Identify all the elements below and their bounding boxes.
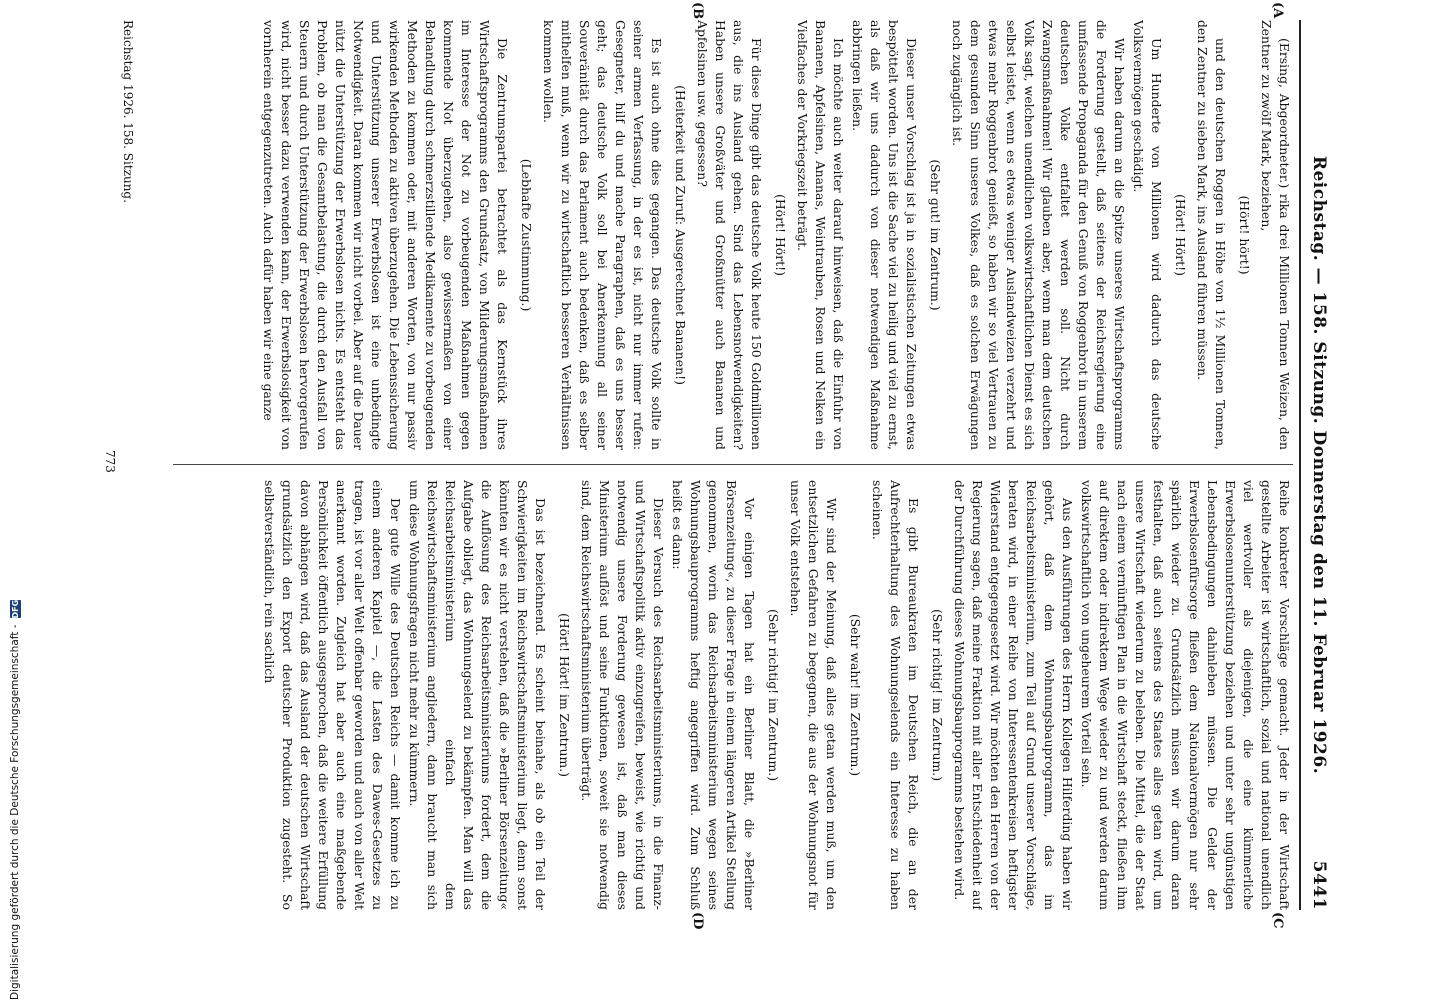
- digitization-credit-text: Digitalisierung gefördert durch die Deutsche Forschungsgemeinschaft -: [9, 624, 21, 1000]
- paragraph: (Ersing, Abgeordneter.) rika drei Millionen Tonnen Weizen, den Zentner zu zwölf Mark, beziehen,: [1259, 20, 1292, 450]
- header-rule: [1299, 20, 1301, 910]
- margin-mark-c: (C: [1270, 912, 1285, 929]
- left-column: [143, 20, 1293, 450]
- margin-mark-a: (A: [1270, 2, 1285, 19]
- right-column: [143, 480, 1293, 910]
- paragraph: Um Hunderte von Millionen wird dadurch das deutsche Volksvermögen geschädigt.: [1131, 20, 1164, 450]
- header-title: Reichstag. — 158. Sitzung. Donnerstag den 11. Februar 1926.: [1309, 155, 1329, 775]
- footer-session: Reichstag 1926. 158. Sitzung.: [121, 20, 135, 203]
- paragraph: Die Zentrumspartei betrachtet als das Kernstück ihres Wirtschaftsprogramms den Grundsatz, von Milderungsmaßnahmen im Interesse der Not zu vorbeugenden Maßnahmen gegen kommende Not überzugehen, also gewissermaßen von einer Behandlung durch schmerzstillende Medikamente zu vorbeugenden Methoden zu kommen oder, mit anderen Worten, von nur passiv wirkenden Methoden zu aktiven überzugehen. Die Lebenssicherung und Unterstützung unserer Erwerbslosen ist eine unbedingte Notwendigkeit. Daran kommen wir nicht vorbei. Aber auf die Dauer nützt die Unterstützung der Erwerbslosen nichts. Es entsteht das Problem, ob man die Gesamtbelastung, die durch den Ausfall von Steuern und durch Unterstützung der Erwerbslosen hervorgerufen wird, nicht besser dazu verwenden kann, der Erwerbslosigkeit von vornherein entgegenzutreten. Auch dafür haben wir eine ganze: [261, 20, 510, 450]
- interjection: (Sehr richtig! im Zentrum.): [766, 608, 781, 782]
- interjection: (Sehr wahr! im Zentrum.): [848, 613, 863, 777]
- margin-mark-d: (D: [690, 912, 705, 930]
- paragraph: Aus den Ausführungen des Herrn Kollegen Hilferding haben wir gehört, daß dem Wohnungsbauprogramm, das im Reichsarbeitsministerium, zum Teil auf Grund unserer Vorschläge, beraten wird, in einer Reihe von Interessentenkreisen heftigster Widerstand entgegengesetzt wird. Wir möchten den Herren von der Regierung sagen, daß meine Fraktion mit aller Entschiedenheit auf der Durchführung dieses Wohnungsbauprogramms bestehen wird.: [952, 480, 1075, 910]
- margin-mark-b: (B: [690, 2, 705, 20]
- interjection: (Hört! Hört!): [1173, 194, 1188, 276]
- footer-page-number: 773: [103, 450, 117, 473]
- paragraph: Wir haben darum an die Spitze unseres Wirtschaftsprogramms die Forderung gestellt, daß seitens der Reichsregierung eine umfassende Propaganda für den Genuß von Roggenbrot in unserem deutschen Volke entfaltet werden soll. Nicht durch Zwangsmaßnahmen! Wir glauben aber, wenn man dem deutschen Volk sagt, welchen unendlichen volkswirtschaftlichen Dienst es sich selbst leistet, wenn es etwas weniger Auslandweizen verzehrt und etwas mehr Roggenbrot genießt, so haben wir so viel Vertrauen zu dem gesunden Sinn unseres Volkes, daß es solchen Erwägungen noch zugänglich ist.: [950, 20, 1127, 450]
- header-page-number: 5441: [1309, 860, 1329, 910]
- page-header: [1303, 20, 1329, 910]
- paragraph: Vor einigen Tagen hat ein Berliner Blatt, die »Berliner Börsenzeitung«, zu dieser Frage in einem längeren Artikel Stellung genommen, worin das Reichsarbeitsministerium wegen seines Wohnungsbauprogramms heftig angegriffen wird. Zum Schluß heißt es dann:: [670, 480, 757, 910]
- interjection: (Lebhafte Zustimmung.): [519, 158, 534, 312]
- scanned-page: [85, 0, 1345, 930]
- interjection: (Sehr gut! im Zentrum.): [928, 159, 943, 311]
- interjection: (Hört! hört!): [1237, 195, 1252, 275]
- paragraph: Dieser unser Vorschlag ist ja in sozialistischen Zeitungen etwas bespöttelt worden. Uns ist die Sache viel zu heilig und viel zu ernst, als daß wir uns dadurch von dieser notwendigen Maßnahme abbringen ließen.: [850, 20, 919, 450]
- paragraph: Dieser Versuch des Reichsarbeitsministeriums, in die Finanz- und Wirtschaftspolitik aktiv einzugreifen, beweist, wie richtig und notwendig unsere Forderung gewesen ist, daß man dieses Ministerium auflöst und seine Funktionen, soweit sie notwendig sind, dem Reichswirtschaftsministerium überträgt.: [579, 480, 666, 910]
- paragraph: und den deutschen Roggen in Höhe von 1½ Millionen Tonnen, den Zentner zu sieben Mark, ins Ausland führen müssen.: [1195, 20, 1228, 450]
- paragraph: Reihe konkreter Vorschläge gemacht. Jeder in der Wirtschaft gestellte Arbeiter ist wirtschaftlich, sozial und national unendlich viel wertvoller als diejenigen, die eine kümmerliche Erwerbslosenunterstützung beziehen und unter sehr ungünstigen Lebensbedingungen dahinleben müssen. Die Gelder der Erwerbslosenfürsorge fließen dem Nationalvermögen nur sehr spärlich wieder zu. Grundsätzlich müssen wir darum daran festhalten, daß auch seitens des Staates alles getan wird, um unsere Wirtschaft wiederum zu beleben. Die Mittel, die der Staat nach einem vernünftigen Plan in die Wirtschaft steckt, fließen ihm auf direktem oder indirektem Wege wieder zu und werden darum volkswirtschaftlich von ungeheurem Vorteil sein.: [1079, 480, 1292, 910]
- paragraph: Wir sind der Meinung, daß alles getan werden muß, um den entsetzlichen Gefahren zu begegnen, die aus der Wohnungsnot für unser Volk entstehen.: [788, 480, 839, 910]
- interjection: (Sehr richtig! im Zentrum.): [930, 608, 945, 782]
- paragraph: Es ist auch ohne dies gegangen. Das deutsche Volk sollte in seiner armen Verfassung, in der es ist, nicht nur immer rufen: Gesegneter, hilf du und mache Paragraphen, daß es uns besser geht; das deutsche Volk soll bei Anerkennung all seiner Souveränität durch das Parlament auch bedenken, daß es selber mithelfen muß, wenn wir zu wirtschaftlich besseren Verhältnissen kommen wollen.: [541, 20, 664, 450]
- paragraph: Es gibt Bureaukraten im Deutschen Reich, die an der Aufrechterhaltung des Wohnungselends ein Interesse zu haben scheinen.: [870, 480, 921, 910]
- paragraph: Für diese Dinge gibt das deutsche Volk heute 150 Goldmillionen aus, die ins Ausland gehen. Sind das Lebensnotwendigkeiten? Haben unsere Großväter und Großmütter auch Bananen und Apfelsinen usw. gegessen?: [695, 20, 764, 450]
- interjection: (Hört! Hört!): [773, 194, 788, 276]
- paragraph: Ich möchte auch weiter darauf hinweisen, daß die Einfuhr von Bananen, Apfelsinen, Ananas, Weintrauben, Rosen und Nelken ein Vielfaches der Vorkriegszeit beträgt.: [795, 20, 846, 450]
- interjection: (Hört! Hört! im Zentrum.): [557, 613, 572, 777]
- interjection: (Heiterkeit und Zuruf: Ausgerechnet Bananen!): [673, 85, 688, 385]
- dfg-logo: DFG: [10, 599, 20, 619]
- column-divider: [173, 464, 1293, 465]
- paragraph: Das ist bezeichnend. Es scheint beinahe, als ob ein Teil der Schwierigkeiten im Reichswirtschaftsministerium liegt, denn sonst könnten wir es nicht verstehen, daß die »Berliner Börsenzeitung« die Auflösung des Reichsarbeitsministeriums fordert, dem die Aufgabe obliegt, das Wohnungselend zu bekämpfen. Man will das Reichsarbeitsministerium einfach dem Reichswirtschaftsministerium angliedern, dann braucht man sich um diese Wohnungsfragen nicht mehr zu kümmern.: [407, 480, 548, 910]
- paragraph: Der gute Wille des Deutschen Reichs — damit komme ich zu einem anderen Kapitel —, die Lasten des Dawes-Gesetzes zu tragen, ist vor aller Welt offenbar geworden und auch von aller Welt anerkannt worden. Zugleich hat aber auch eine maßgebende Persönlichkeit öffentlich ausgesprochen, daß die weitere Erfüllung davon abhängen wird, daß das Ausland der deutschen Wirtschaft grundsätzlich den Export deutscher Produktion zugesteht. So selbstverständlich, rein sachlich: [262, 480, 403, 910]
- digitization-credit: [8, 600, 22, 1000]
